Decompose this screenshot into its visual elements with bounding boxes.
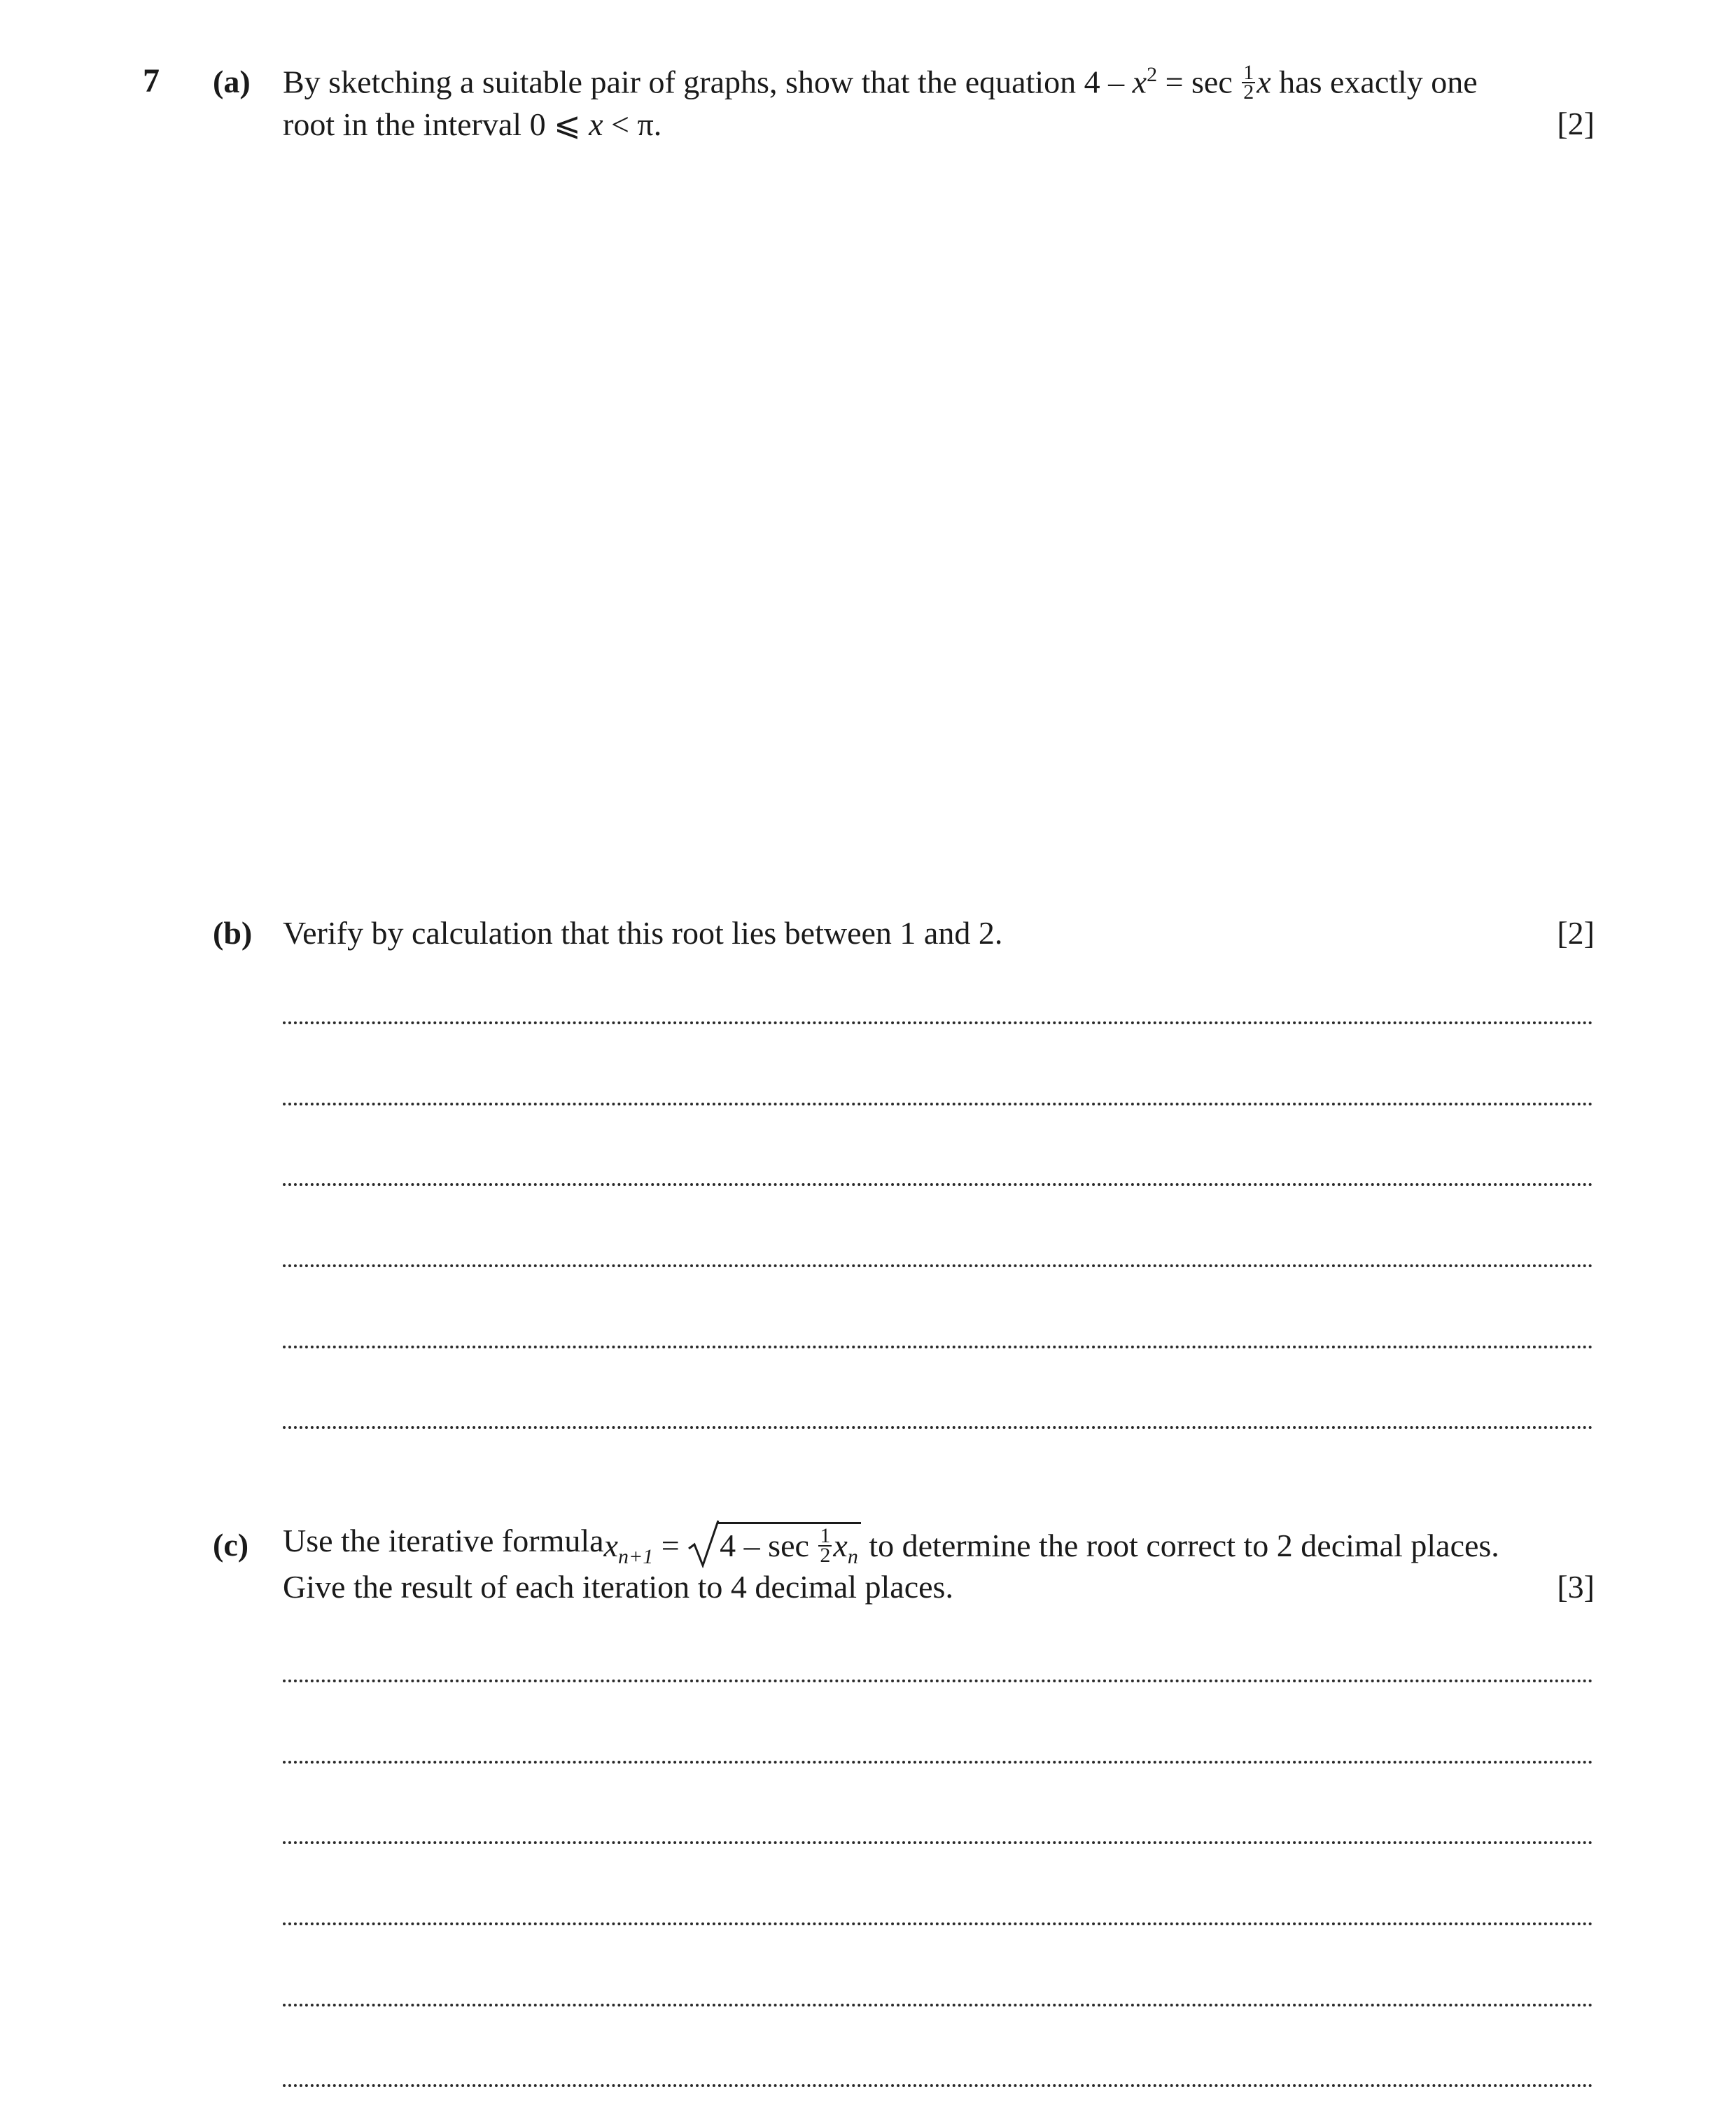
fraction-denominator-c: 2 xyxy=(820,1544,831,1568)
answer-line-b4[interactable] xyxy=(283,1264,1593,1267)
part-c-sub-n1: n+1 xyxy=(617,1545,654,1569)
part-a-var-x-2: x xyxy=(1256,64,1271,100)
answer-line-c1[interactable] xyxy=(283,1680,1593,1682)
part-a-line2-start: root in the interval 0 ⩽ xyxy=(283,106,589,142)
part-c-line2: Give the result of each iteration to 4 decimal places. xyxy=(283,1569,953,1605)
part-a-text-end: has exactly one xyxy=(1270,64,1478,100)
part-c-label xyxy=(213,1526,248,1563)
part-c-line1 xyxy=(283,1522,1595,1569)
part-a-exponent: 2 xyxy=(1147,63,1158,86)
part-a-label xyxy=(213,63,251,100)
part-a-line2-end: < π. xyxy=(603,106,662,142)
part-b-text: Verify by calculation that this root lies between 1 and 2. xyxy=(283,915,1003,951)
radical-sign-icon xyxy=(687,1519,720,1568)
answer-line-b6[interactable] xyxy=(283,1426,1593,1429)
part-c-sub-n: n xyxy=(847,1545,858,1569)
fraction-numerator: 1 xyxy=(1243,60,1254,84)
part-b-marks: [2] xyxy=(1557,915,1595,951)
answer-line-c6[interactable] xyxy=(283,2084,1593,2087)
part-a-marks: [2] xyxy=(1557,106,1595,141)
part-a-text-start: By sketching a suitable pair of graphs, show that the equation 4 – xyxy=(283,64,1133,100)
radicand xyxy=(718,1522,861,1569)
part-a-half-fraction xyxy=(1242,60,1255,104)
part-a-label-text: (a) xyxy=(213,64,251,99)
part-a-text-mid: = sec xyxy=(1157,64,1241,100)
part-a-line1 xyxy=(283,60,1595,104)
answer-line-c4[interactable] xyxy=(283,1922,1593,1925)
part-c-marks: [3] xyxy=(1557,1569,1595,1605)
part-b-label-text: (b) xyxy=(213,915,253,951)
part-c-equals: = xyxy=(653,1528,688,1563)
answer-line-b2[interactable] xyxy=(283,1103,1593,1105)
part-b-label xyxy=(213,914,252,951)
part-c-text-end: to determine the root correct to 2 decimal places. xyxy=(860,1528,1499,1563)
part-c-half-fraction xyxy=(818,1524,832,1568)
answer-line-b3[interactable] xyxy=(283,1183,1593,1186)
part-c-var-x: x xyxy=(603,1528,618,1563)
answer-line-c3[interactable] xyxy=(283,1841,1593,1844)
part-a-var-x-3: x xyxy=(589,106,603,142)
part-a-var-x: x xyxy=(1132,64,1147,100)
part-c-formula xyxy=(604,1522,1595,1569)
answer-line-b1[interactable] xyxy=(283,1021,1593,1024)
square-root xyxy=(687,1522,861,1569)
part-c-label-text: (c) xyxy=(213,1527,249,1563)
answer-line-c5[interactable] xyxy=(283,2004,1593,2006)
answer-line-c2[interactable] xyxy=(283,1761,1593,1764)
answer-line-b5[interactable] xyxy=(283,1346,1593,1348)
part-a-line2 xyxy=(283,105,662,143)
fraction-denominator: 2 xyxy=(1243,80,1254,104)
fraction-numerator-c: 1 xyxy=(820,1524,831,1548)
part-c-rad-text: 4 – sec xyxy=(720,1528,818,1563)
part-a-text-line1 xyxy=(283,60,1478,104)
part-c-var-xn: x xyxy=(833,1528,848,1563)
part-c-text-start: Use the iterative formula xyxy=(283,1523,604,1558)
question-number: 7 xyxy=(143,62,160,99)
